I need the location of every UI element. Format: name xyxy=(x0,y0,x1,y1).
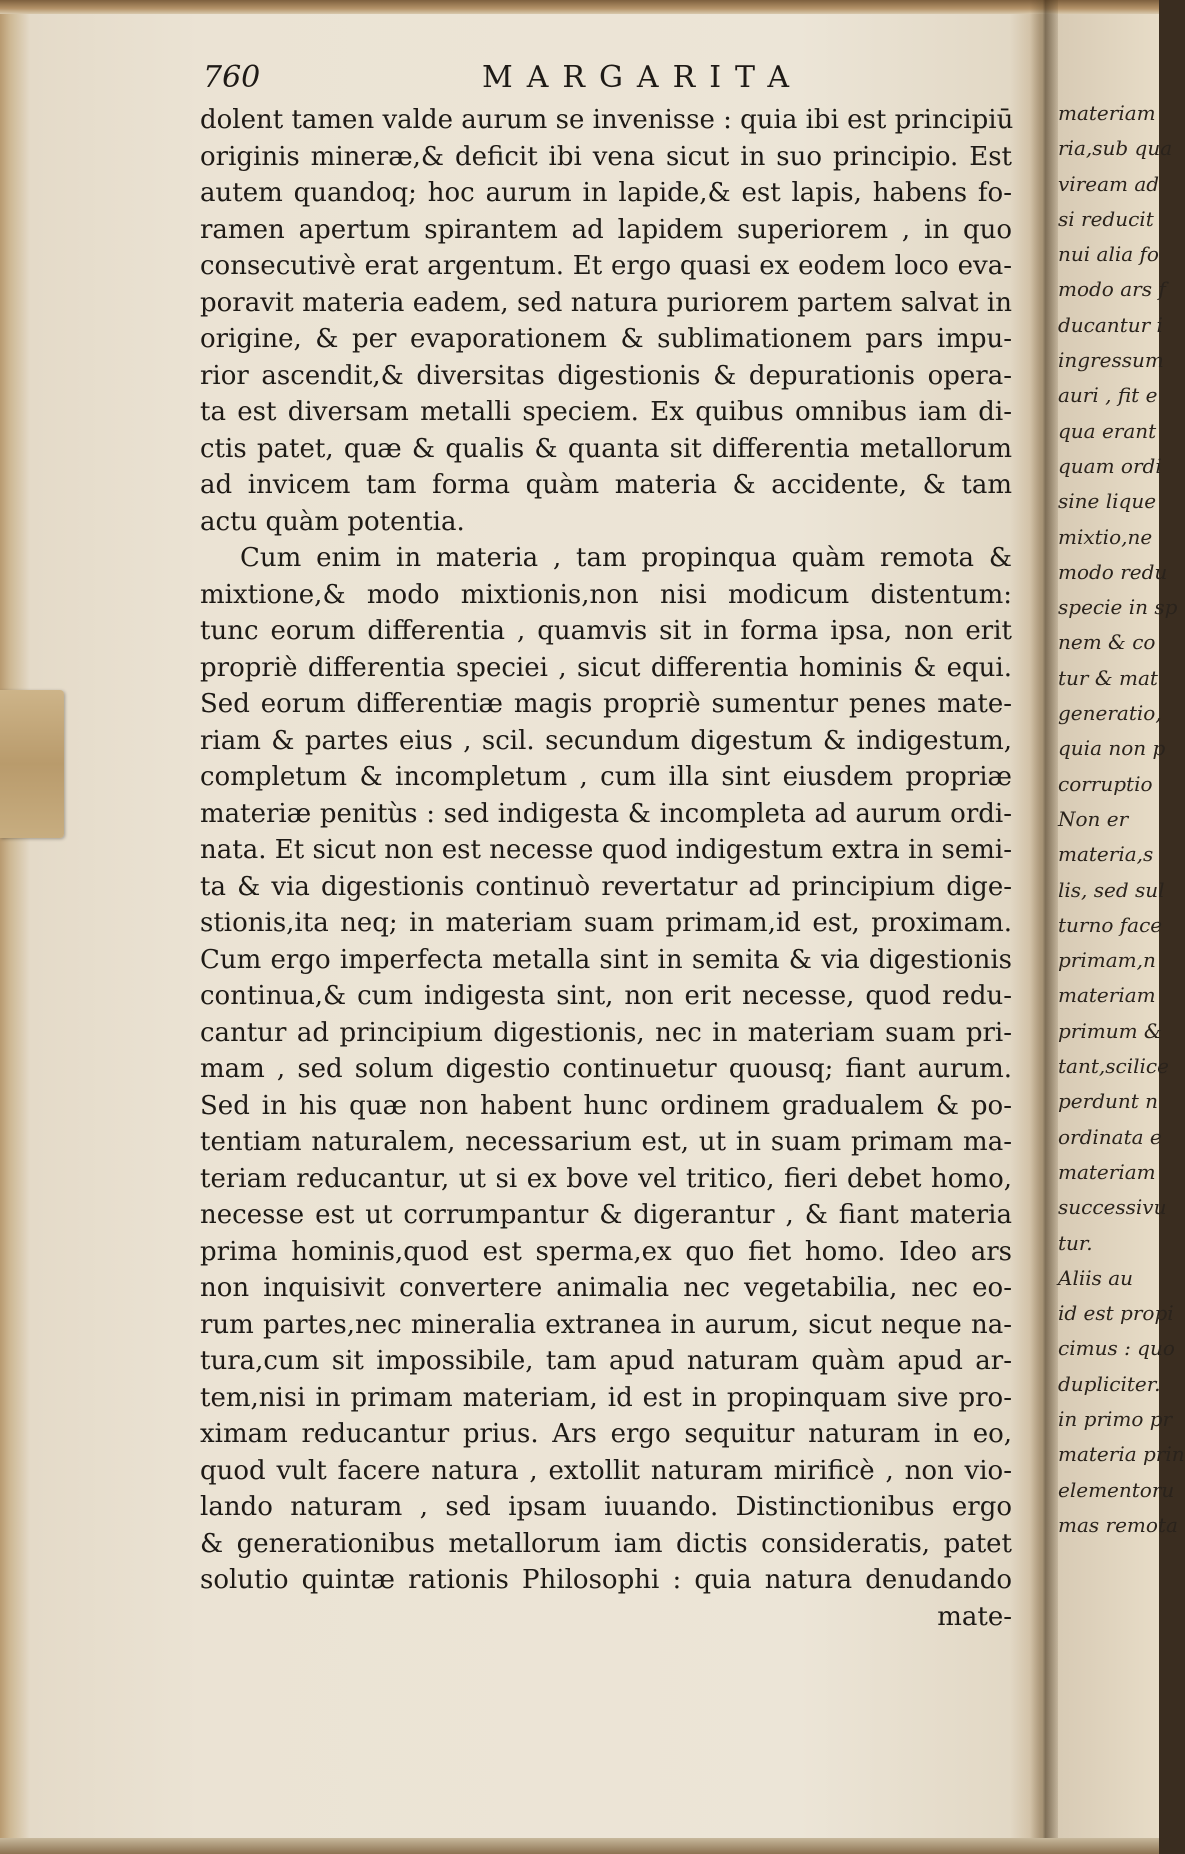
text-line: prima hominis,quod est sperma,ex quo fiet homo. Ideo ars xyxy=(200,1236,1012,1267)
text-line: ctis patet, quæ & qualis & quanta sit differentia metallorum xyxy=(200,433,1012,464)
facing-text-line: specie in sp xyxy=(1058,595,1178,620)
facing-text-line: modo ars f xyxy=(1058,277,1166,302)
text-line: dolent tamen valde aurum se invenisse : quia ibi est principiū xyxy=(200,105,1014,135)
text-line: propriè differentia speciei , sicut differentia hominis & equi. xyxy=(200,652,1012,683)
facing-text-line: mas remota xyxy=(1058,1512,1178,1537)
text-line: non inquisivit convertere animalia nec vegetabilia, nec eo- xyxy=(200,1273,1012,1303)
facing-text-line: materia,s xyxy=(1058,842,1154,867)
body-text xyxy=(200,102,1012,1599)
facing-text-line: materiam xyxy=(1058,983,1156,1008)
text-line: poravit materia eadem, sed natura puriorem partem salvat in xyxy=(200,287,1012,318)
facing-text-line: generatio, xyxy=(1058,701,1162,726)
text-line: completum & incompletum , cum illa sint eiusdem propriæ xyxy=(200,762,1012,792)
text-line: tunc eorum differentia , quamvis sit in forma ipsa, non erit xyxy=(200,616,1012,646)
text-line: stionis,ita neq; in materiam suam primam,id est, proximam. xyxy=(200,908,1012,938)
text-line: lando naturam , sed ipsam iuuando. Distinctionibus ergo xyxy=(200,1492,1012,1522)
gutter-shadow xyxy=(1030,0,1058,1854)
text-line: & generationibus metallorum iam dictis consideratis, patet xyxy=(200,1528,1012,1559)
text-line: ximam reducantur prius. Ars ergo sequitur naturam in eo, xyxy=(200,1419,1012,1449)
text-line: tura,cum sit impossibile, tam apud naturam quàm apud ar- xyxy=(200,1346,1012,1376)
facing-text-line: perdunt n xyxy=(1058,1089,1159,1114)
text-line: cantur ad principium digestionis, nec in materiam suam pri- xyxy=(200,1017,1012,1048)
text-line: solutio quintæ rationis Philosophi : quia natura denudando xyxy=(200,1565,1012,1595)
facing-text-line: dupliciter. xyxy=(1058,1371,1161,1396)
text-line: Cum enim in materia , tam propinqua quàm remota & xyxy=(240,543,1012,573)
facing-text-line: corruptio xyxy=(1058,771,1153,796)
facing-text-line: successivu xyxy=(1058,1195,1167,1220)
facing-text-line: tur & mat xyxy=(1058,665,1158,690)
facing-text-line: auri , fit e xyxy=(1058,383,1158,408)
text-line: quod vult facere natura , extollit naturam mirificè , non vio- xyxy=(200,1455,1012,1486)
text-line: autem quandoq; hoc aurum in lapide,& est lapis, habens fo- xyxy=(200,178,1012,208)
text-line: Cum ergo imperfecta metalla sint in semita & via digestionis xyxy=(200,944,1012,975)
top-page-edge xyxy=(0,0,1159,14)
facing-text-line: lis, sed sul xyxy=(1058,877,1165,902)
text-line: necesse est ut corrumpantur & digerantur , & fiant materia xyxy=(200,1200,1012,1230)
text-line: originis mineræ,& deficit ibi vena sicut in suo principio. Est xyxy=(200,141,1012,172)
facing-text-line: primum & xyxy=(1058,1018,1162,1043)
facing-text-line: si reducit xyxy=(1058,206,1154,231)
facing-text-line: viream ad xyxy=(1058,171,1160,196)
bottom-page-edge xyxy=(0,1838,1159,1854)
left-page xyxy=(200,58,1012,1635)
text-line: nata. Et sicut non est necesse quod indigestum extra in semi- xyxy=(200,835,1012,865)
text-line: ta est diversam metalli speciem. Ex quibus omnibus iam di- xyxy=(200,397,1012,427)
facing-text-line: Non er xyxy=(1058,806,1129,831)
text-line: Sed in his quæ non habent hunc ordinem gradualem & po- xyxy=(200,1090,1012,1121)
page-header xyxy=(200,58,1012,102)
facing-text-line: qua erant xyxy=(1058,418,1157,443)
text-line: rior ascendit,& diversitas digestionis & depurationis opera- xyxy=(200,360,1012,391)
text-line: consecutivè erat argentum. Et ergo quasi ex eodem loco eva- xyxy=(200,251,1012,281)
text-line: continua,& cum indigesta sint, non erit necesse, quod redu- xyxy=(200,981,1012,1011)
text-line: ramen apertum spirantem ad lapidem superiorem , in quo xyxy=(200,214,1012,245)
facing-text-line: turno face xyxy=(1058,912,1163,937)
catchword: mate- xyxy=(937,1601,1012,1632)
paper-tab-marker xyxy=(0,690,64,838)
facing-text-line: ria,sub qua xyxy=(1058,136,1173,161)
facing-text-line: mixtio,ne xyxy=(1058,524,1153,549)
facing-text-line: modo redu xyxy=(1058,559,1168,584)
facing-page-fragment xyxy=(1058,96,1185,1543)
text-line: tentiam naturalem, necessarium est, ut in suam primam ma- xyxy=(200,1127,1012,1157)
facing-text-line: ordinata e xyxy=(1058,1124,1162,1149)
facing-text-line: cimus : quo xyxy=(1058,1336,1175,1361)
text-line: teriam reducantur, ut si ex bove vel tritico, fieri debet homo, xyxy=(200,1163,1012,1194)
facing-text-line: ducantur i xyxy=(1058,312,1163,337)
facing-text-line: elementoru xyxy=(1058,1477,1175,1502)
facing-text-line: tur. xyxy=(1058,1230,1093,1255)
text-line: mam , sed solum digestio continuetur quousq; fiant aurum. xyxy=(200,1054,1012,1084)
facing-text-line: materia prin xyxy=(1058,1442,1185,1467)
facing-text-line: primam,n xyxy=(1058,948,1156,973)
text-line: ad invicem tam forma quàm materia & accidente, & tam xyxy=(200,470,1012,500)
text-line: ta & via digestionis continuò revertatur ad principium dige- xyxy=(200,871,1012,902)
text-line: actu quàm potentia. xyxy=(200,506,465,537)
facing-text-line: quia non p xyxy=(1058,736,1166,761)
facing-text-line: Aliis au xyxy=(1058,1265,1134,1290)
facing-text-line: materiam xyxy=(1058,1159,1156,1184)
page-number: 760 xyxy=(203,60,261,95)
facing-text-line: materiam xyxy=(1058,101,1156,125)
text-line: tem,nisi in primam materiam, id est in propinquam sive pro- xyxy=(200,1382,1012,1413)
facing-text-line: in primo pr xyxy=(1058,1406,1173,1431)
text-line: origine, & per evaporationem & sublimationem pars impu- xyxy=(200,324,1012,354)
text-line: rum partes,nec mineralia extranea in aurum, sicut neque na- xyxy=(200,1309,1012,1340)
text-line: Sed eorum differentiæ magis propriè sumentur penes mate- xyxy=(200,689,1012,719)
facing-text-line: tant,scilice xyxy=(1058,1054,1169,1079)
facing-text-line: sine lique xyxy=(1058,489,1157,514)
facing-text-line: nui alia fo xyxy=(1058,242,1159,267)
text-line: materiæ penitùs : sed indigesta & incompleta ad aurum ordi- xyxy=(200,798,1012,829)
facing-text-line: quam ordi xyxy=(1058,453,1162,478)
facing-text-line: id est propi xyxy=(1058,1301,1174,1326)
facing-text-line: nem & co xyxy=(1058,630,1156,655)
text-line: mixtione,& modo mixtionis,non nisi modicum distentum: xyxy=(200,579,1012,610)
facing-text-line: ingressum xyxy=(1058,348,1164,373)
text-line: riam & partes eius , scil. secundum digestum & indigestum, xyxy=(200,725,1012,756)
running-head: MARGARITA xyxy=(482,60,804,95)
